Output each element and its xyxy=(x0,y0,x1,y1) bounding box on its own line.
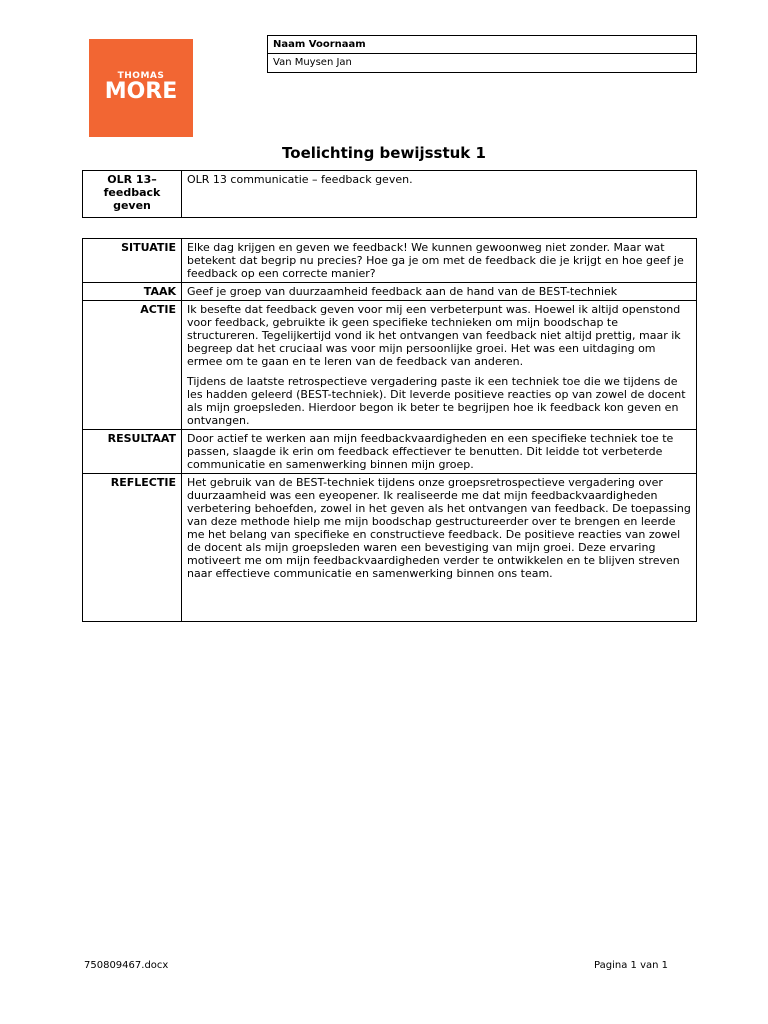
logo-line-more: MORE xyxy=(104,79,178,104)
footer-filename: 750809467.docx xyxy=(84,960,169,971)
resultaat-text: Door actief te werken aan mijn feedbackvaardigheden en een specifieke techniek toe te passen, slaagde ik erin om feedback effectiever te benutten. Dit leidde tot verbeterde communicatie en samenwerking binnen mijn groep. xyxy=(182,430,697,474)
footer-page-number: Pagina 1 van 1 xyxy=(594,960,668,971)
thomas-more-logo xyxy=(89,39,193,137)
taak-row xyxy=(83,283,697,301)
logo-line-thomas: THOMAS xyxy=(117,71,165,81)
taak-text: Geef je groep van duurzaamheid feedback aan de hand van de BEST-techniek xyxy=(182,283,697,301)
reflectie-text: Het gebruik van de BEST-techniek tijdens onze groepsretrospectieve vergadering over duurzaamheid was een eyeopener. Ik realiseerde me dat mijn feedbackvaardigheden verbetering behoefden, zowel in het geven als het ontvangen van feedback. De toepassing van deze methode hielp me mijn boodschap gestructureerder over te brengen en leerde me het belang van specifieke en constructieve feedback. De positieve reacties van zowel de docent als mijn groepsleden waren een bevestiging van mijn groei. Deze ervaring motiveert me om mijn feedbackvaardigheden verder te ontwikkelen en te blijven streven naar effectieve communicatie en samenwerking binnen ons team. xyxy=(182,474,697,622)
actie-text xyxy=(182,301,697,430)
actie-row xyxy=(83,301,697,430)
olr-row xyxy=(83,171,697,218)
situatie-text: Elke dag krijgen en geven we feedback! We kunnen gewoonweg niet zonder. Maar wat betekent dat begrip nu precies? Hoe ga je om met de feedback die je krijgt en hoe geef je feedback op een correcte manier? xyxy=(182,239,697,283)
reflectie-row xyxy=(83,474,697,622)
olr-text: OLR 13 communicatie – feedback geven. xyxy=(182,171,697,218)
star-table xyxy=(82,238,697,622)
page-title: Toelichting bewijsstuk 1 xyxy=(282,144,486,162)
actie-paragraph-2: Tijdens de laatste retrospectieve vergadering paste ik een techniek toe die we tijdens de les hadden geleerd (BEST-techniek). Dit leverde positieve reacties op van zowel de docent als mijn groepsleden. Hierdoor begon ik beter te begrijpen hoe ik feedback kon geven en ontvangen. xyxy=(187,375,686,427)
reflectie-label: REFLECTIE xyxy=(83,474,182,622)
name-value: Van Muysen Jan xyxy=(273,57,352,68)
taak-label: TAAK xyxy=(83,283,182,301)
actie-paragraph-1: Ik besefte dat feedback geven voor mij een verbeterpunt was. Hoewel ik altijd openstond voor feedback, gebruikte ik geen specifieke technieken om mijn boodschap te structureren. Tegelijkertijd vond ik het ontvangen van feedback niet altijd prettig, maar ik begreep dat het cruciaal was voor mijn persoonlijke groei. Het was een uitdaging om ermee om te gaan en te leren van de feedback van anderen. xyxy=(187,303,681,368)
olr-label: OLR 13– feedback geven xyxy=(83,171,182,218)
olr-table xyxy=(82,170,697,218)
actie-label: ACTIE xyxy=(83,301,182,430)
name-box xyxy=(267,35,697,73)
situatie-label: SITUATIE xyxy=(83,239,182,283)
name-label: Naam Voornaam xyxy=(268,36,696,54)
resultaat-label: RESULTAAT xyxy=(83,430,182,474)
situatie-row xyxy=(83,239,697,283)
resultaat-row xyxy=(83,430,697,474)
